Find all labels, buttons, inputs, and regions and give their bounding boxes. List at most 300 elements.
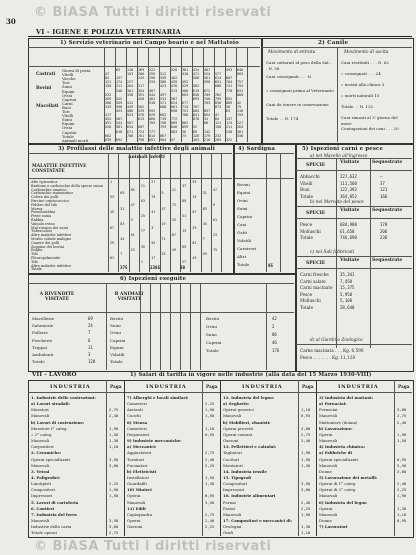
t3-row-label: Tifo — [31, 259, 38, 264]
t1-group-2: Bovini — [36, 86, 52, 91]
t5-sub3: c) nei Sali fabbricati — [310, 250, 355, 255]
t8-row-label: 16. Industrie alimentari — [223, 493, 276, 499]
t8-pay: 2,40 — [301, 438, 311, 444]
t1-cell: 306 — [105, 100, 112, 105]
t8-paga-hdr: Paga — [206, 384, 218, 389]
t1-cell: 698 — [171, 109, 178, 113]
t6a-row: Pescherie — [32, 337, 53, 343]
t8-pay: 1,50 — [109, 493, 119, 499]
t6c-row: Suini — [206, 332, 217, 337]
table-ispezioni-eseguite — [28, 274, 296, 372]
t1-cell: 63 — [226, 109, 231, 113]
t6-col-line — [180, 283, 181, 370]
t5-row-label: Buoi — [300, 187, 310, 192]
t1-row-label: Vitelli — [62, 72, 74, 78]
t1-cell: 439 — [171, 80, 178, 85]
t4-title: 4) Sardigna — [238, 146, 275, 152]
t5-rule-d — [296, 344, 412, 345]
t8-pay: 1,90 — [301, 511, 311, 517]
t1-cell: 52 — [193, 125, 198, 130]
t1-cell: 767 — [193, 104, 200, 109]
t8-row-label: Operai generici — [223, 407, 254, 413]
t8-row-label: Operai — [319, 505, 333, 511]
t8-row-label: Manovali — [319, 511, 338, 517]
t6-header-rule — [28, 312, 294, 313]
t3-cell: 57 — [161, 206, 166, 211]
t1-cell: 137 — [226, 117, 233, 122]
t1-cell: 84 — [215, 117, 220, 122]
t3-cell: 15 — [110, 210, 115, 215]
t1-cell: 174 — [116, 80, 123, 85]
t1-cell: 651 — [215, 80, 222, 85]
t3-cell: 27 — [182, 259, 187, 264]
t3-cell: 31 — [120, 206, 125, 211]
t6c-row: Bovini — [206, 316, 220, 321]
t2-exit: Cani restituiti . . . N. 62 — [341, 60, 389, 65]
t8-pay: 3,00 — [109, 524, 119, 530]
t1-cell: 566 — [182, 88, 189, 93]
t1-cell: 84 — [105, 76, 110, 81]
t1-cell: 841 — [193, 113, 200, 118]
t5-visitate-b: Visitate — [340, 208, 360, 213]
t6a-val: 24 — [88, 323, 93, 329]
t1-cell: 602 — [105, 133, 112, 138]
t3-cell: 65 — [182, 244, 187, 249]
t5-visitate: 364,852 — [340, 193, 357, 199]
t1-cell: 79 — [237, 104, 242, 109]
t1-cell: 216 — [204, 137, 211, 142]
t5-row-label: Molluschi — [300, 298, 321, 303]
t6a-val: 7 — [88, 330, 91, 336]
t1-cell: 243 — [138, 76, 145, 81]
t6b-row: Bovini — [110, 316, 124, 321]
t1-cell: 206 — [138, 72, 145, 77]
t6b-row: Totale — [110, 359, 123, 365]
t8-industria-hdr: INDUSTRIA — [338, 384, 379, 390]
t8-row-label: Tornitori — [127, 456, 145, 462]
t2-entry: Cani consegnati . . . N. — [266, 74, 313, 79]
t1-cell: 534 — [160, 96, 167, 101]
t1-cell: 386 — [160, 80, 167, 85]
t8-row-label: a) Segherie: — [223, 401, 250, 407]
t1-cell: 867 — [160, 133, 167, 138]
t5-divider-1 — [336, 158, 337, 348]
t4-row-label: Carnivori — [237, 246, 257, 251]
t4-header-rule — [234, 178, 294, 179]
t8-row-label: 5. Lavori di cartoleria — [31, 499, 79, 505]
t1-cell: 746 — [204, 96, 211, 101]
t8-row-label: Tagliatori — [223, 450, 242, 456]
t1-cell: 703 — [149, 121, 156, 126]
t1-row-label: Giorni di posta — [62, 68, 91, 73]
t8-pay: 2,25 — [397, 487, 407, 493]
t8-row-label: Operai — [127, 493, 141, 499]
t1-cell: 396 — [116, 104, 123, 109]
t8-pay: 2,75 — [301, 431, 311, 437]
t1-cell: 487 — [204, 68, 211, 72]
t8-pay: 2,25 — [205, 524, 215, 530]
t1-row-label: Vacche — [62, 76, 76, 82]
t1-cell: 322 — [226, 137, 233, 142]
t3-row-label: Canere dei polli — [31, 240, 60, 245]
t1-cell: 656 — [193, 92, 200, 97]
t6a-row: Trippai — [32, 344, 47, 350]
t8-row-label: Manovali — [31, 438, 50, 444]
t8-row-label: 14. Industria tessile — [223, 468, 267, 474]
t5-visitate-a: Visitate — [340, 160, 360, 165]
t3-row-label: Morva — [31, 206, 43, 211]
t8-paga-hdr: Paga — [110, 384, 122, 389]
t1-cell: 116 — [127, 68, 134, 72]
t1-cell: 894 — [204, 113, 211, 118]
t1-cell: 417 — [105, 113, 112, 118]
t1-row-label: Vitelli — [62, 113, 74, 119]
t3-cell: 61 — [130, 233, 135, 238]
t5-specie-c: SPECIE — [306, 261, 326, 266]
t8-row-label: Installatori — [127, 474, 149, 480]
t8-pay: 2,25 — [205, 462, 215, 468]
t3-row-label: Febbre del tifo — [31, 202, 58, 207]
t2-exit: Totale . . N. 132 — [341, 104, 374, 109]
t8-row-label: 7) Lavoratori — [319, 524, 348, 530]
t5-rule-b2 — [296, 218, 412, 219]
t3-subhdr: Animali infetti — [128, 155, 165, 160]
t8-row-label: Fornai — [223, 499, 236, 505]
t8-row-label: 8) Mensa — [127, 419, 148, 425]
t8-col-divider — [124, 380, 125, 536]
t2-col1: Movimento di entrata — [268, 50, 316, 55]
t1-cell: 42 — [237, 100, 242, 105]
t2-col2: Movimento di uscita — [344, 50, 389, 55]
t1-cell: 687 — [138, 125, 145, 130]
t3-cell: 59 — [202, 252, 207, 257]
t5-sub2: b) nel Mercato del pesce — [310, 200, 364, 205]
t3-cell: 83 — [202, 206, 207, 211]
t1-cell: 359 — [116, 100, 123, 105]
t1-cell: 603 — [182, 92, 189, 97]
t1-cell: 709 — [204, 92, 211, 97]
t6-rule — [28, 283, 294, 284]
t1-cell: 851 — [149, 137, 156, 142]
t3-cell: 1 — [110, 180, 113, 184]
t5-visitate: 35,341 — [340, 272, 355, 277]
t1-cell: 248 — [116, 88, 123, 93]
t8-row-label: Camerieri — [127, 401, 147, 407]
t1-cell: 169 — [138, 68, 145, 72]
t8-row-label: Operai — [127, 518, 141, 523]
page-number: 30 — [6, 17, 16, 26]
t8-industria-hdr: INDUSTRIA — [242, 384, 283, 390]
t5-row-label: Carni fresche — [300, 272, 329, 277]
t1-cell: 629 — [149, 113, 156, 118]
t1-cell: 423 — [160, 84, 167, 89]
t8-row-label: Orologiai — [223, 524, 242, 530]
t1-cell: 593 — [226, 68, 233, 72]
t3-row-label: Tifo — [31, 252, 38, 257]
t3-title: 3) Profilassi delle malattie infettive degli animali — [58, 146, 215, 152]
t1-cell: 407 — [149, 88, 156, 93]
t1-cell: 618 — [116, 129, 123, 134]
t1-cell: 597 — [127, 121, 134, 126]
t3-cell: 85 — [130, 187, 135, 192]
t1-cell: 683 — [237, 72, 244, 77]
t4-row-label: Caprini — [237, 214, 253, 219]
t6-col-line — [190, 283, 191, 370]
t3-cell: 53 — [192, 180, 197, 184]
t1-cell: 338 — [127, 92, 134, 97]
t8-row-label: 9) Industrie meccaniche: — [127, 438, 182, 444]
t1-cell: 772 — [171, 117, 178, 122]
t5-row-label: Molluschi — [300, 228, 321, 234]
t8-row-label: Orafi — [223, 530, 233, 536]
t1-cell: 158 — [105, 84, 112, 89]
t3-row-label: Rogna — [31, 248, 43, 253]
t1-cell: 248 — [226, 129, 233, 134]
t1-cell: 47 — [215, 113, 220, 118]
t2-exit: » consegnati . . . 24 — [341, 71, 381, 76]
t1-cell: 693 — [193, 96, 200, 101]
t1-cell: 904 — [160, 137, 167, 142]
t8-row-label: Aggiustatori — [127, 450, 152, 456]
t6a-row: Macellerie — [32, 316, 55, 321]
t8-row-label: Manovali — [223, 413, 242, 419]
t5-seq: — — [380, 174, 383, 179]
t3-cell: 83 — [120, 221, 125, 226]
t8-row-label: Impressori — [31, 493, 53, 499]
t3-col-line — [139, 153, 140, 272]
t1-row-label: Caprini — [62, 96, 77, 102]
t3-total: 30 — [180, 265, 186, 270]
t1-row-label: Ovini — [62, 92, 73, 98]
t8-pay: 2,40 — [109, 413, 119, 419]
t2-entry: Cani da tenere in osservazione — [266, 102, 329, 107]
t8-pay: 1,30 — [109, 438, 119, 444]
watermark-top: © BiASA Tutti i diritti riservati — [34, 5, 272, 20]
t5d-row: Pesce . . . . . . . Kg. 11,120 — [300, 355, 356, 360]
t1-cell: 497 — [160, 92, 167, 97]
t1-cell: 402 — [171, 76, 178, 81]
t8-paga-hdr: Paga — [398, 384, 410, 389]
t1-cell: 619 — [193, 88, 200, 93]
t8-row-label: Operai provetti — [223, 425, 254, 431]
t5-visitate: 7,450 — [340, 278, 353, 284]
t8-row-label: Compositori — [223, 481, 248, 487]
t3-cell: 17 — [151, 256, 156, 260]
t8-row-label: Operai di 1° categ. — [319, 481, 357, 487]
t1-cell: 724 — [138, 129, 145, 134]
t4-divider-1 — [266, 153, 267, 272]
t8-row-label: Donne — [319, 468, 332, 474]
t1-cell: 338 — [237, 133, 244, 138]
t3-cell: 81 — [110, 256, 115, 260]
t3-cell: 47 — [213, 187, 218, 192]
t8-pay: 1,90 — [397, 431, 407, 437]
t4-row-label: Ovini — [237, 198, 248, 203]
t1-cell: 878 — [193, 117, 200, 122]
t8-pay: 1,50 — [205, 474, 215, 480]
t1-cell: 391 — [138, 92, 145, 97]
t8-row-label: 2. Ceramiche: — [31, 450, 62, 456]
t3-col-line — [108, 153, 109, 272]
t1-cell: 539 — [138, 109, 145, 113]
t1-cell: 598 — [204, 80, 211, 85]
t1-cell: 301 — [237, 129, 244, 134]
t5-row-label: Vitelli — [300, 180, 313, 186]
t6c-val: 86 — [272, 332, 277, 337]
t8-row-label: Manovali — [319, 413, 338, 419]
t1-row-label: Ovini — [62, 125, 73, 131]
t5-specie-b: SPECIE — [306, 211, 326, 216]
t1-cell: 761 — [138, 133, 145, 138]
t8-pay: 2,40 — [205, 518, 215, 523]
t3-col-line — [201, 153, 202, 272]
t6a-val: 3 — [88, 352, 91, 357]
t3-cell: 23 — [213, 233, 218, 238]
t1-cell: 576 — [138, 113, 145, 118]
t1-cell: 646 — [237, 68, 244, 72]
t8-row-label: 10) Minieri — [127, 487, 152, 493]
t3-cell: 49 — [171, 248, 176, 253]
t2-exit: » morti naturali 15 — [341, 93, 380, 98]
t5-rule-c2 — [296, 268, 412, 269]
t3-row-label: Rabbia — [31, 218, 44, 222]
t1-cell: 507 — [116, 117, 123, 122]
t3-total: 375 — [120, 265, 128, 270]
t8-pay: 0,95 — [205, 431, 215, 437]
t1-cell: 126 — [193, 133, 200, 138]
t8-row-label: Manovali — [127, 499, 146, 505]
t1-cell: 349 — [160, 76, 167, 81]
section-vii-title: VII - LAVORO — [32, 372, 77, 378]
t4-row-label: Cani — [237, 222, 247, 227]
t1-cell: 667 — [226, 76, 233, 81]
t1-cell: 174 — [226, 121, 233, 126]
t5-visitate: 28,640 — [340, 304, 355, 310]
t5-seq-b: Sequestrate — [372, 208, 403, 213]
t3-row-label: Pseudorabbia — [31, 210, 56, 215]
t3-row-label: Altre malattie infettive — [31, 233, 72, 238]
t1-cell: 264 — [237, 125, 244, 130]
t3-col-line — [211, 153, 212, 272]
t8-row-label: 3. Vetrai — [31, 468, 50, 474]
t4-row-label: Suini — [237, 206, 248, 211]
t1-cell: 36 — [182, 129, 187, 134]
t8-pay: 1,90 — [301, 450, 311, 456]
t4-row-label: Volatili — [237, 238, 252, 243]
t1-cell: 312 — [160, 72, 167, 77]
t5-row-label: Totale — [300, 235, 313, 240]
t8-pay: 3,50 — [109, 456, 119, 462]
t1-col-line — [247, 47, 248, 142]
t1-cell: 544 — [116, 121, 123, 126]
t8-row-label: Impressori — [223, 487, 245, 493]
t8-pay: 2,25 — [109, 481, 119, 487]
t3-cell: 35 — [171, 218, 176, 222]
t8-row-label: Linotipisti — [31, 481, 52, 487]
t1-cell: 634 — [127, 125, 134, 130]
t8-row-label: Manovali — [319, 493, 338, 499]
t8-pay-divider — [394, 380, 395, 536]
t3-cell: 43 — [192, 256, 197, 260]
t8-pay-divider — [202, 380, 203, 536]
t3-cell: 39 — [140, 244, 145, 249]
t1-row-label: Tori — [62, 109, 70, 114]
t5-visitate-c: Visitate — [340, 258, 360, 263]
t1-cell: 889 — [226, 100, 233, 105]
t1-cell: 153 — [127, 72, 134, 77]
t5-visitate: 5,160 — [340, 298, 353, 303]
t8-industria-hdr: INDUSTRIA — [146, 384, 187, 390]
t1-cell: 179 — [204, 133, 211, 138]
t8-pay: 3,00 — [301, 487, 311, 493]
t8-pay: 2,25 — [205, 401, 215, 407]
t6-col-line — [140, 283, 141, 370]
t5-row-label: Pesce — [300, 222, 313, 227]
t5-specie-a: SPECIE — [306, 163, 326, 168]
t8-pay: 1,50 — [397, 438, 407, 444]
t8-pay: 3,50 — [301, 481, 311, 487]
t5-row-label: Pesce — [300, 291, 313, 297]
t8-pay: 1,90 — [397, 493, 407, 499]
t3-col-line — [149, 153, 150, 272]
t3-cell: 71 — [161, 237, 166, 241]
t4-rule — [234, 153, 294, 154]
t8-pay: 3,00 — [397, 468, 407, 474]
t8-pay: 1,30 — [301, 524, 311, 530]
t8-row-label: Carpentieri — [31, 444, 54, 450]
t3-row-label: Altre malattie infettive — [31, 263, 72, 268]
t3-cell: 41 — [151, 210, 156, 215]
t1-cell: 211 — [226, 125, 233, 130]
t8-row-label: b) Lavori di costruzione: — [31, 419, 85, 425]
t8-row-label: Operai specializzati — [319, 456, 358, 462]
t6a-val: 69 — [88, 316, 93, 321]
t8-row-label: b) Mobilieri, ebanisti: — [223, 419, 271, 425]
t1-cell: 778 — [226, 88, 233, 93]
t3-cell: 9 — [130, 218, 133, 222]
t3-cell: 9 — [213, 202, 216, 207]
t1-cell: 444 — [149, 92, 156, 97]
t5-seq-a: Sequestrate — [372, 160, 403, 165]
t1-cell: 582 — [193, 84, 200, 89]
t1-cell: 671 — [127, 129, 134, 134]
t1-cell: 26 — [226, 104, 231, 109]
t1-cell: 788 — [182, 113, 189, 118]
t1-cell: 454 — [105, 117, 112, 122]
t6c-val: 176 — [272, 348, 280, 353]
t1-cell: 577 — [215, 72, 222, 77]
t3-cell: 47 — [130, 202, 135, 207]
t1-cell: 529 — [182, 84, 189, 89]
t1-cell: 486 — [127, 109, 134, 113]
t8-row-label: Guardafili — [127, 481, 147, 487]
t3-row-label: Carbonchio sintomatico — [31, 191, 74, 196]
t3-col-line — [129, 153, 130, 272]
t5-row-label: Totale — [300, 193, 313, 199]
t6a-row: Ambulanti — [32, 352, 54, 357]
t1-cell: 227 — [127, 80, 134, 85]
t8-pay: 1,50 — [109, 431, 119, 437]
t6a-val: 120 — [88, 359, 96, 365]
t8-row-label: 3) Industria dei mattoni: — [319, 395, 374, 400]
t1-cell: 783 — [204, 100, 211, 105]
t1-cell: 121 — [105, 80, 112, 85]
t1-cell: 508 — [193, 76, 200, 81]
t1-cell: 121 — [215, 121, 222, 126]
t8-row-label: a) Meccanici: — [127, 444, 157, 450]
t2-exit: » inviati alla clinica 3 — [341, 82, 385, 87]
t4-row-label: Bovini — [237, 182, 250, 187]
